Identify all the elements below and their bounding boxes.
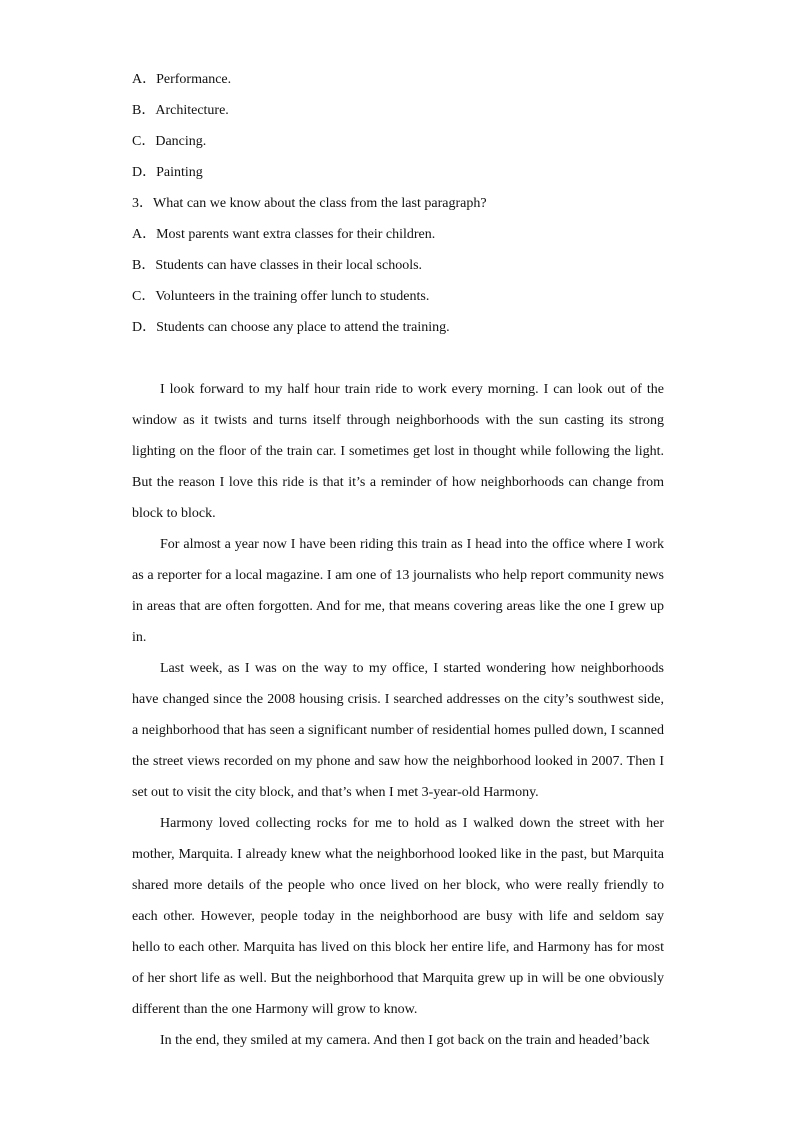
option-c-q3: C．Volunteers in the training offer lunch to students. [132, 289, 430, 304]
passage-paragraph-5: In the end, they smiled at my camera. And then I got back on the train and headed’back [160, 1033, 650, 1048]
option-a-q3: A．Most parents want extra classes for their children. [132, 227, 436, 242]
option-d-q3: D．Students can choose any place to attend the training. [132, 320, 450, 335]
option-a-q2: A．Performance. [132, 72, 232, 87]
option-c-q2: C．Dancing. [132, 134, 207, 149]
reading-passage [132, 374, 664, 1056]
passage-paragraph-2: For almost a year now I have been riding this train as I head into the office where I work as a reporter for a local magazine. I am one of 13 journalists who help report community news in areas that are often forgotten. And for me, that means covering areas like the one I grew up in. [132, 537, 664, 645]
passage-paragraph-4: Harmony loved collecting rocks for me to hold as I walked down the street with her mother, Marquita. I already knew what the neighborhood looked like in the past, but Marquita shared more details of the people who once lived on her block, who were really friendly to each other. However, people today in the neighborhood are busy with life and seldom say hello to each other. Marquita has lived on this block her entire life, and Harmony has for most of her short life as well. But the neighborhood that Marquita grew up in will be one obviously different than the one Harmony will grow to know. [132, 816, 664, 1017]
option-b-q2: B．Architecture. [132, 103, 229, 118]
question-3: 3．What can we know about the class from the last paragraph? [132, 196, 487, 211]
passage-paragraph-1: I look forward to my half hour train ride to work every morning. I can look out of the window as it twists and turns itself through neighborhoods with the sun casting its strong lighting on the floor of the train car. I sometimes get lost in thought while following the light. But the reason I love this ride is that it’s a reminder of how neighborhoods can change from block to block. [132, 382, 664, 521]
passage-paragraph-3: Last week, as I was on the way to my office, I started wondering how neighborhoods have changed since the 2008 housing crisis. I searched addresses on the city’s southwest side, a neighborhood that has seen a significant number of residential homes pulled down, I scanned the street views recorded on my phone and saw how the neighborhood looked in 2007. Then I set out to visit the city block, and that’s when I met 3-year-old Harmony. [132, 661, 664, 800]
option-b-q3: B．Students can have classes in their local schools. [132, 258, 423, 273]
answer-options [132, 64, 672, 343]
option-d-q2: D．Painting [132, 165, 203, 180]
